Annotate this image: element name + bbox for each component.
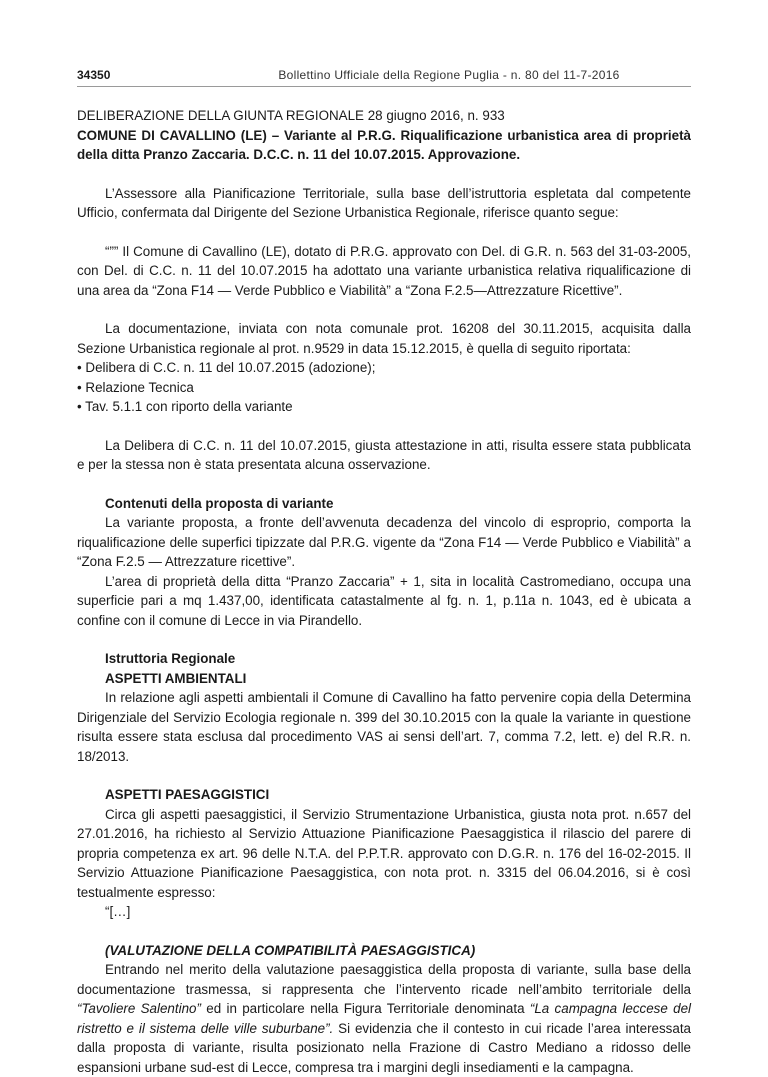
paragraph-6: In relazione agli aspetti ambientali il Comune di Cavallino ha fatto pervenire copia della Determina Dirigenziale del Servizio Ecologia regionale n. 399 del 30.10.2015 con la quale la variante in questione risulta essere stata esclusa dal procedimento VAS ai sensi dell’art. 7, comma 7.2, lett. e) del R.R. n. 18/2013. [77,690,691,764]
deliberation-heading: DELIBERAZIONE DELLA GIUNTA REGIONALE 28 giugno 2016, n. 933 [77,108,505,123]
list-item: • Delibera di C.C. n. 11 del 10.07.2015 (adozione); [77,360,376,375]
paragraph-3: La Delibera di C.C. n. 11 del 10.07.2015, giusta attestazione in atti, risulta essere stata pubblicata e per la stessa non è stata presentata alcuna osservazione. [77,437,691,472]
paragraph-4: La variante proposta, a fronte dell’avvenuta decadenza del vincolo di esproprio, comporta la riqualificazione delle superfici tipizzate dal P.R.G. vigente da “Zona F14 — Verde Pubblico e Viabilità” a “Zona F.2.5 — Attrezzature ricettive”. [77,515,691,569]
list-item: • Relazione Tecnica [77,379,194,395]
paragraph-7: Circa gli aspetti paesaggistici, il Servizio Strumentazione Urbanistica, giusta nota prot. n.657 del 27.01.2016, ha richiesto al Servizio Attuazione Pianificazione Paesaggistica il rilascio del parere di propria competenza ex art. 96 delle N.T.A. del P.P.T.R. approvato con D.G.R. n. 176 del 16-02-2015. Il Servizio Attuazione Pianificazione Paesaggistica, con nota prot. n. 3315 del 06.04.2016, si è così testualmente espresso: [77,806,691,900]
tavoliere-salentino: “Tavoliere Salentino” [77,1001,201,1016]
figura-territoriale-name: “La campagna leccese del ristretto e il sistema delle ville suburbane”. [77,1001,692,1036]
heading-aspetti-paesaggistici: ASPETTI PAESAGGISTICI [105,787,270,802]
heading-contenuti: Contenuti della proposta di variante [105,495,334,511]
document-list [77,358,691,417]
paragraph-8-part: ed in particolare nella Figura Territoriale denominata [200,1001,530,1016]
paragraph-2: La documentazione, inviata con nota comunale prot. 16208 del 30.11.2015, acquisita dalla Sezione Urbanistica regionale al prot. n.9529 in data 15.12.2015, è quella di seguito riportata: [77,321,691,356]
deliberation-subject: COMUNE DI CAVALLINO (LE) – Variante al P.R.G. Riqualificazione urbanistica area di proprietà della ditta Pranzo Zaccaria. D.C.C. n. 11 del 10.07.2015. Approvazione. [77,127,691,162]
journal-title: Bollettino Ufficiale della Regione Puglia - n. 80 del 11-7-2016 [278,68,620,82]
heading-aspetti-ambientali: ASPETTI AMBIENTALI [105,670,247,686]
page-header [77,66,691,87]
heading-istruttoria: Istruttoria Regionale [105,651,236,666]
paragraph-5: L’area di proprietà della ditta “Pranzo Zaccaria” + 1, sita in località Castromediano, occupa una superficie pari a mq 1.437,00, identificata catastalmente al fg. n. 1, p.11a n. 1043, ed è ubicata a confine con il comune di Lecce in via Pirandello. [77,573,691,628]
paragraph-8 [77,960,691,1077]
quote-open: “[…] [105,904,131,919]
document-body [77,106,691,1077]
intro-paragraph: L’Assessore alla Pianificazione Territoriale, sulla base dell’istruttoria espletata dal competente Ufficio, confermata dal Dirigente del Sezione Urbanistica Regionale, riferisce quanto segue: [77,185,691,220]
page-number: 34350 [77,68,111,82]
paragraph-8-part: Si evidenzia che il contesto in cui ricade l’area interessata dalla proposta di variante, risulta posizionato nella Frazione di Castro Mediano a ridosso delle espansioni urbane sud-est di Lecce, compresa tra i margini degli insediamenti e la campagna. [77,1020,691,1075]
paragraph-8-part: Entrando nel merito della valutazione paesaggistica della proposta di variante, sulla base della documentazione trasmessa, si rappresenta che l’intervento ricade nell’ambito territoriale della [77,962,691,997]
heading-valutazione: (VALUTAZIONE DELLA COMPATIBILITÀ PAESAGGISTICA) [105,942,476,958]
list-item: • Tav. 5.1.1 con riporto della variante [77,399,293,414]
paragraph-1: “”” Il Comune di Cavallino (LE), dotato di P.R.G. approvato con Del. di G.R. n. 563 del 31-03-2005, con Del. di C.C. n. 11 del 10.07.2015 ha adottato una variante urbanistica relativa riqualificazione di una area da “Zona F14 — Verde Pubblico e Viabilità” a “Zona F.2.5—Attrezzature Ricettive”. [77,243,691,298]
